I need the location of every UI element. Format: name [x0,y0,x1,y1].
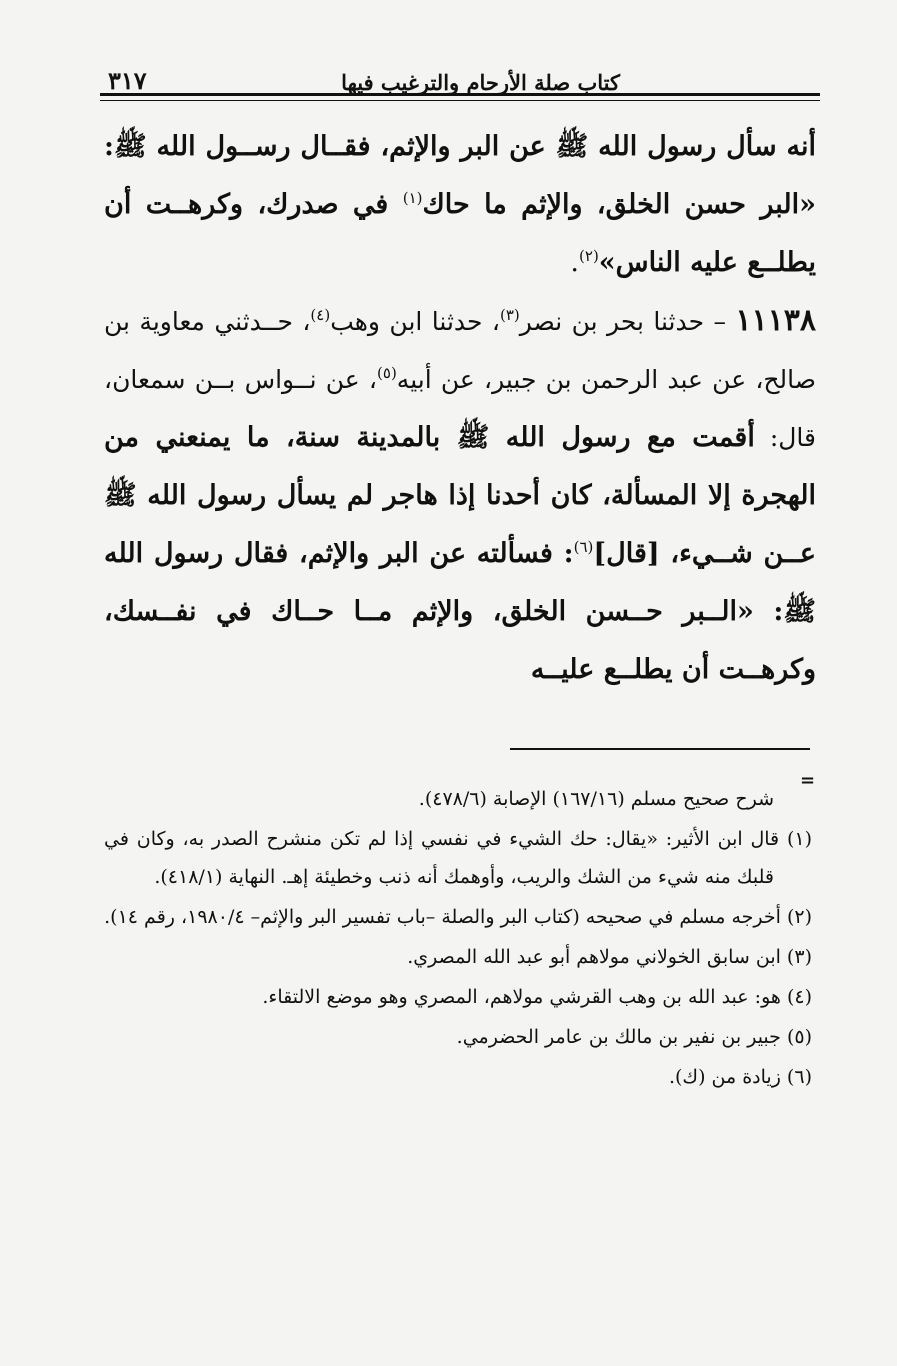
footnote-ref-3: (٣) [499,306,520,324]
matn-b: : فسألته عن البر والإثم، فقال رسول الله ﷺ: «الــبر حــسن الخلق، والإثم مــا حــاك في نفــسك، وكرهــت أن يطلــع عليــه [104,538,816,685]
footnote-4: (٤) هو: عبد الله بن وهب القرشي مولاهم، المصري وهو موضع الالتقاء. [262,986,812,1008]
matn-a: أقمت مع رسول الله ﷺ بالمدينة سنة، ما يمنعني من الهجرة إلا المسألة، كان أحدنا إذا هاجر لم يسأل رسول الله ﷺ عــن شــيء، [قال] [104,422,817,569]
header-rule [100,93,820,96]
footnote-separator [510,748,810,750]
isnad-b: ، حدثنا ابن وهب [330,307,500,336]
period: . [570,247,580,278]
footnote-5: (٥) جبير بن نفير بن مالك بن عامر الحضرمي. [456,1026,812,1048]
footnote-3: (٣) ابن سابق الخولاني مولاهم أبو عبد الله المصري. [407,946,812,968]
footnote-carryover: شرح صحيح مسلم (١٦٧/١٦) الإصابة (٤٧٨/٦). [418,788,774,810]
hadith-text-cont: في صدرك، وكرهــت أن يطلــع عليه الناس» [104,189,816,278]
footnotes [104,780,812,1098]
running-title: كتاب صلة الأرحام والترغيب فيها [341,70,620,95]
hadith-text: أنه سأل رسول الله ﷺ عن البر والإثم، فقــال رســول الله ﷺ: «البر حسن الخلق، والإثم ما حاك [104,131,816,220]
footnote-ref-6: (٦) [573,538,594,556]
paragraph-hadith-end [104,118,816,292]
header-rule-thin [100,100,820,101]
continuation-mark: = [800,770,816,791]
isnad-c: ، حــدثني معاوية بن صالح، عن عبد الرحمن بن جبير، عن أبيه [104,307,816,394]
main-text [104,118,816,699]
footnote-ref-5: (٥) [377,364,397,382]
footnote-2: (٢) أخرجه مسلم في صحيحه (كتاب البر والصلة –باب تفسير البر والإثم– ١٩٨٠/٤، رقم ١٤). [104,906,812,928]
isnad-d: ، عن نــواس بــن سمعان، قال: [104,365,816,452]
footnote-6: (٦) زيادة من (ك). [668,1066,812,1088]
footnote-ref-4: (٤) [310,306,331,324]
hadith-number: ١١١٣٨ [735,303,816,338]
page-number: ٣١٧ [108,66,147,95]
footnote-1: (١) قال ابن الأثير: «يقال: حك الشيء في نفسي إذا لم تكن منشرح الصدر به، وكان في قلبك منه شيء من الشك والريب، وأوهمك أنه ذنب وخطيئة إهـ. النهاية (٤١٨/١). [104,828,812,888]
footnote-ref-1: (١) [402,189,423,207]
page-header [100,62,820,96]
isnad-a: – حدثنا بحر بن نصر [519,307,736,336]
paragraph-11138 [104,292,816,699]
footnote-ref-2: (٢) [579,247,599,265]
